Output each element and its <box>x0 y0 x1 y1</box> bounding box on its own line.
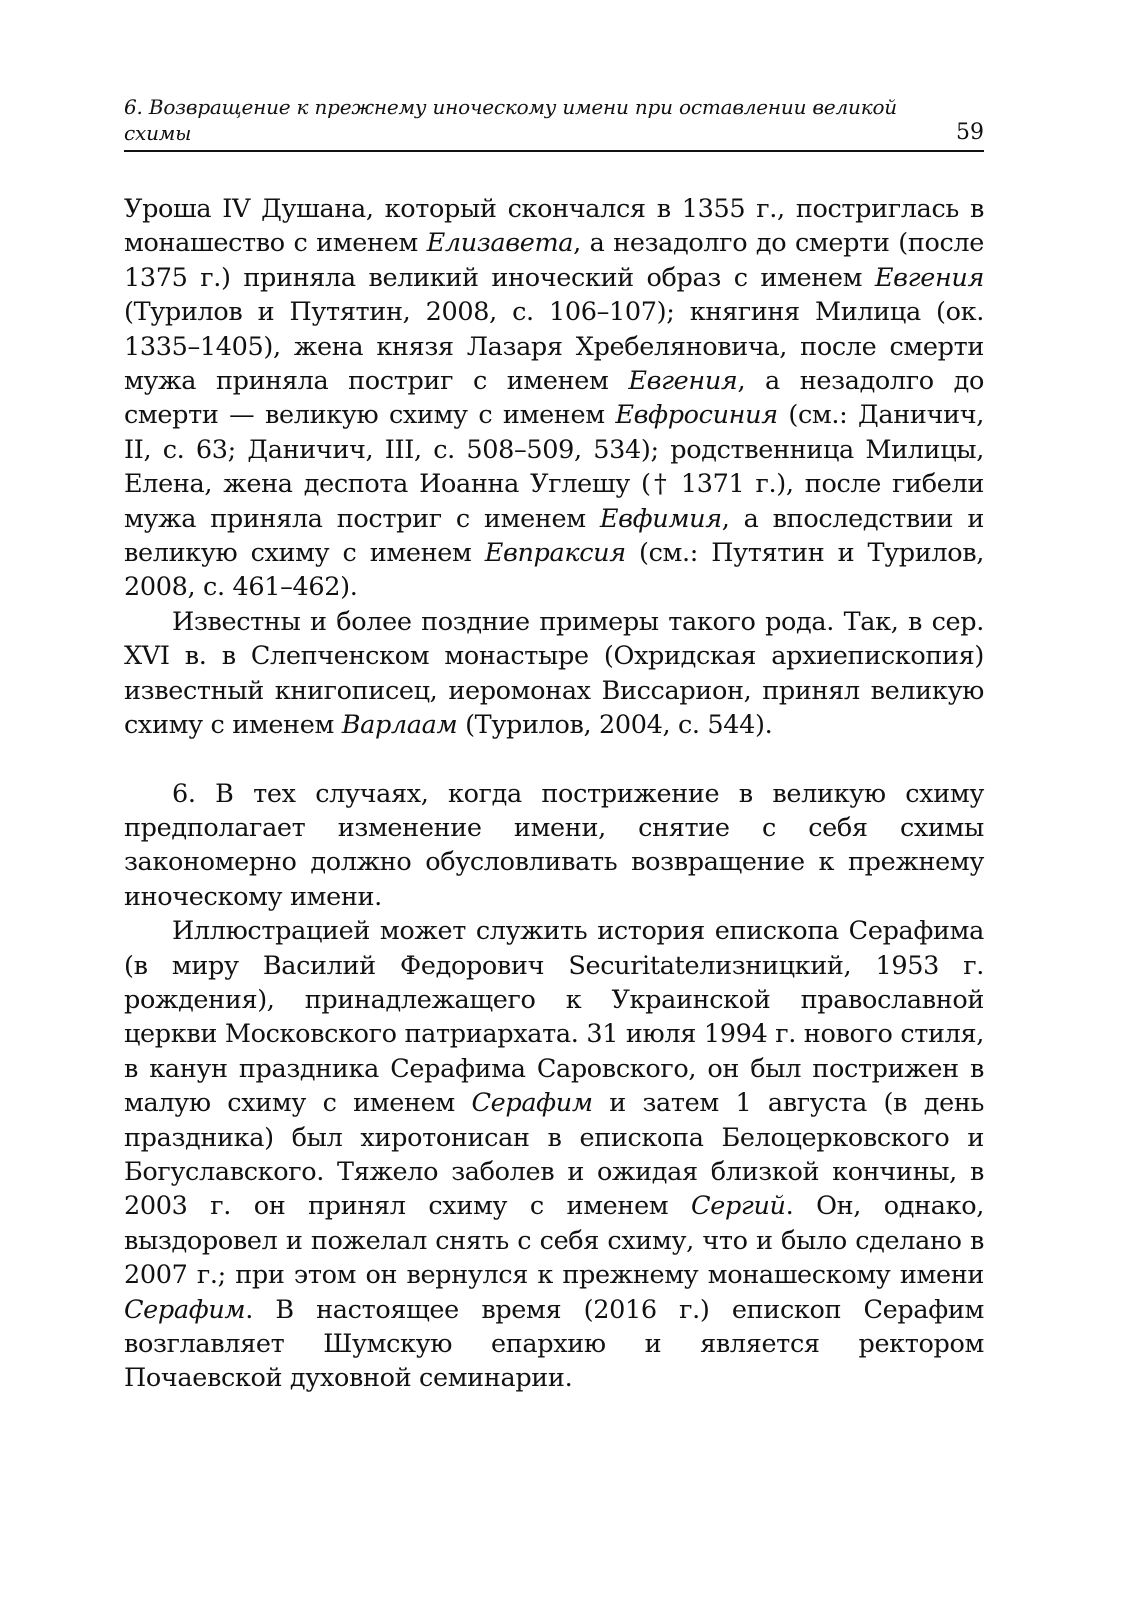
paragraph-3: 6. В тех случаях, когда пострижение в великую схиму предполагает изменение имени, снятие с себя схимы закономерно должно обусловливать возвращение к прежнему иноческому имени. <box>124 778 984 912</box>
running-header <box>124 95 984 152</box>
name-sergiy: Сергий <box>691 1191 786 1222</box>
body-text <box>124 192 984 1396</box>
name-serafim-2: Серафим <box>124 1294 246 1325</box>
paragraph-1: Уроша IV Душана, который скончался в 1355 г., постриглась в монашество с именем Елизавета, а незадолго до смерти (после 1375 г.) приняла великий иноческий образ с именем Евгения (Турилов и Путятин, 2008, с. 106–107); княгиня Милица (ок. 1335–1405), жена князя Лазаря Хребеляновича, после смерти мужа приняла постриг с именем Евгения, а незадолго до смерти — великую схиму с именем Евфросиния (см.: Даничич, II, с. 63; Даничич, III, с. 508–509, 534); родственница Милицы, Елена, жена деспота Иоанна Углешу († 1371 г.), после гибели мужа приняла постриг с именем Евфимия, а впоследствии и великую схиму с именем Евпраксия (см.: Путятин и Турилов, 2008, с. 461–462). <box>124 194 985 603</box>
page-number: 59 <box>956 120 984 145</box>
name-evfimiya: Евфимия <box>599 503 722 534</box>
name-evgeniya-2: Евгения <box>628 366 738 397</box>
name-evgeniya: Евгения <box>874 262 984 293</box>
name-evfrosiniya: Евфросиния <box>615 400 778 431</box>
name-evpraksiya: Евпраксия <box>484 538 626 569</box>
paragraph-4: Иллюстрацией может служить история епископа Серафима (в миру Василий Федорович Securitateлизницкий, 1953 г. рождения), принадлежащего к Украинской православной церкви Московского патриархата. 31 июля 1994 г. нового стиля, в канун праздника Серафима Саровского, он был пострижен в малую схиму с именем Серафим и затем 1 августа (в день праздника) был хиротонисан в епископа Белоцерковского и Богуславского. Тяжело заболев и ожидая близкой кончины, в 2003 г. он принял схиму с именем Сергий. Он, однако, выздоровел и пожелал снять с себя схиму, что и было сделано в 2007 г.; при этом он вернулся к прежнему монашескому имени Серафим. В настоящее время (2016 г.) епископ Серафим возглавляет Шумскую епархию и является ректором Почаевской духовной семинарии. <box>124 916 985 1394</box>
name-elizaveta: Елизавета <box>426 228 574 259</box>
name-varlaam: Варлаам <box>341 710 458 741</box>
paragraph-2: Известны и более поздние примеры такого рода. Так, в сер. XVI в. в Слепченском монастыре (Охридская архиепископия) известный книгописец, иеромонах Виссарион, принял великую схиму с именем Варлаам (Турилов, 2004, с. 544). <box>124 606 984 741</box>
name-serafim: Серафим <box>471 1088 593 1119</box>
chapter-title: 6. Возвращение к прежнему иноческому имени при оставлении великой схимы <box>124 95 897 145</box>
